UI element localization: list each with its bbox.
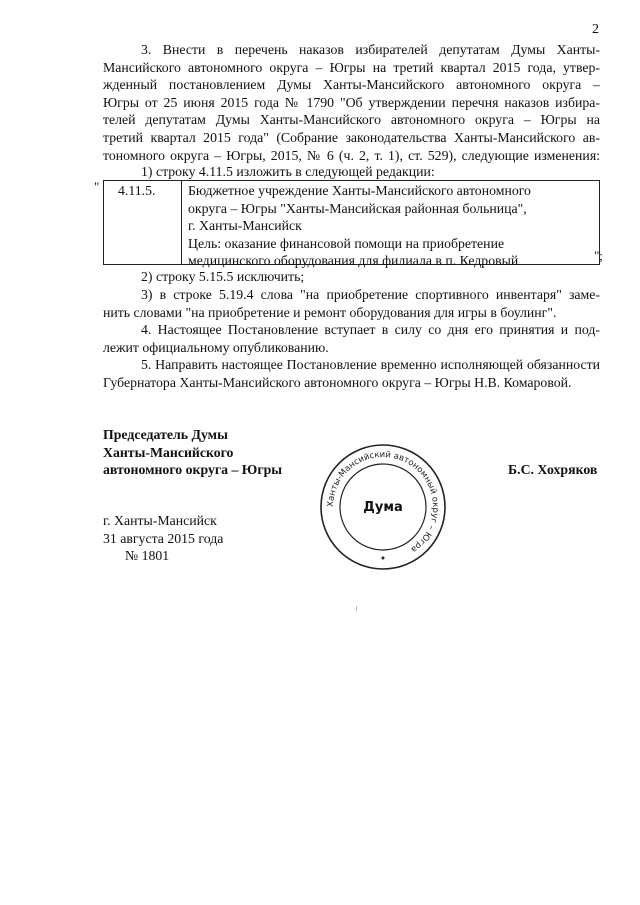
item-5 [103,356,600,391]
table-text-line: Бюджетное учреждение Ханты-Мансийского автономного [188,183,531,198]
footer-date: 31 августа 2015 года [103,530,224,546]
item-3 [103,286,600,321]
item-2 [103,268,600,286]
scan-mark [356,606,357,611]
footer-city: г. Ханты-Мансийск [103,513,217,528]
document-footer [103,512,223,565]
page-number: 2 [592,22,599,37]
item-4-line: лежит официальному опубликованию. [103,339,329,355]
item-4-line: 4. Настоящее Постановление вступает в силу со дня его принятия и под- [141,322,600,337]
item-5-line: 5. Направить настоящее Постановление временно исполняющей обязанности [141,357,600,372]
signatory-title-line: Председатель Думы [103,427,228,442]
table-text-line: г. Ханты-Мансийск [188,218,302,234]
item-1-text: 1) строку 4.11.5 изложить в следующей редакции: [141,164,435,179]
signatory-title-line: Ханты-Мансийского [103,444,234,460]
item-3-line: нить словами "на приобретение и ремонт оборудования для игры в боулинг". [103,304,557,320]
signatory-title [103,426,282,479]
paragraph-line: Югры от 25 июня 2015 года № 1790 "Об утверждении перечня наказов избира- [103,94,600,110]
item-2-text: 2) строку 5.15.5 исключить; [141,269,305,284]
table-text-line: Цель: оказание финансовой помощи на приобретение [188,235,505,251]
item-4 [103,321,600,356]
table-close-quote: "; [594,248,603,263]
amended-table-row [103,180,600,269]
item-5-line: Губернатора Ханты-Мансийского автономного округа – Югры Н.В. Комаровой. [103,374,572,390]
paragraph-line: тономного округа – Югры, 2015, № 6 (ч. 2, т. 1), ст. 529), следующие изменения: [103,147,600,163]
table-open-quote: " [94,179,100,194]
paragraph-line: жденный постановлением Думы Ханты-Мансийского автономного округа – [103,77,600,93]
seal-ring-text: Ханты-Мансийский автономный округ – Югра [325,449,441,555]
table-row-code: 4.11.5. [104,181,182,264]
item-3-line: 3) в строке 5.19.4 слова "на приобретение спортивного инвентаря" заме- [141,287,600,302]
table-text-line: округа – Югры "Ханты-Мансийская районная больница", [188,200,527,216]
table-text-line: медицинского оборудования для филиала в п. Кедровый [188,253,519,269]
signatory-name: Б.С. Хохряков [508,462,598,477]
signatory-title-line: автономного округа – Югры [103,462,283,478]
official-seal [318,442,448,572]
seal-center-text: Дума [363,500,403,515]
paragraph-line: Мансийского автономного округа – Югры на третий квартал 2015 года, утвер- [103,59,600,75]
paragraph-line: 3. Внести в перечень наказов избирателей депутатам Думы Ханты- [141,42,600,57]
item-1 [103,163,600,181]
paragraph-3 [103,41,600,164]
paragraph-line: телей депутатам Думы Ханты-Мансийского автономного округа – Югры на [103,112,600,128]
paragraph-line: третий квартал 2015 года" (Собрание законодательства Ханты-Мансийского ав- [103,129,600,145]
footer-number: № 1801 [125,548,170,564]
table-row-text [188,182,595,270]
